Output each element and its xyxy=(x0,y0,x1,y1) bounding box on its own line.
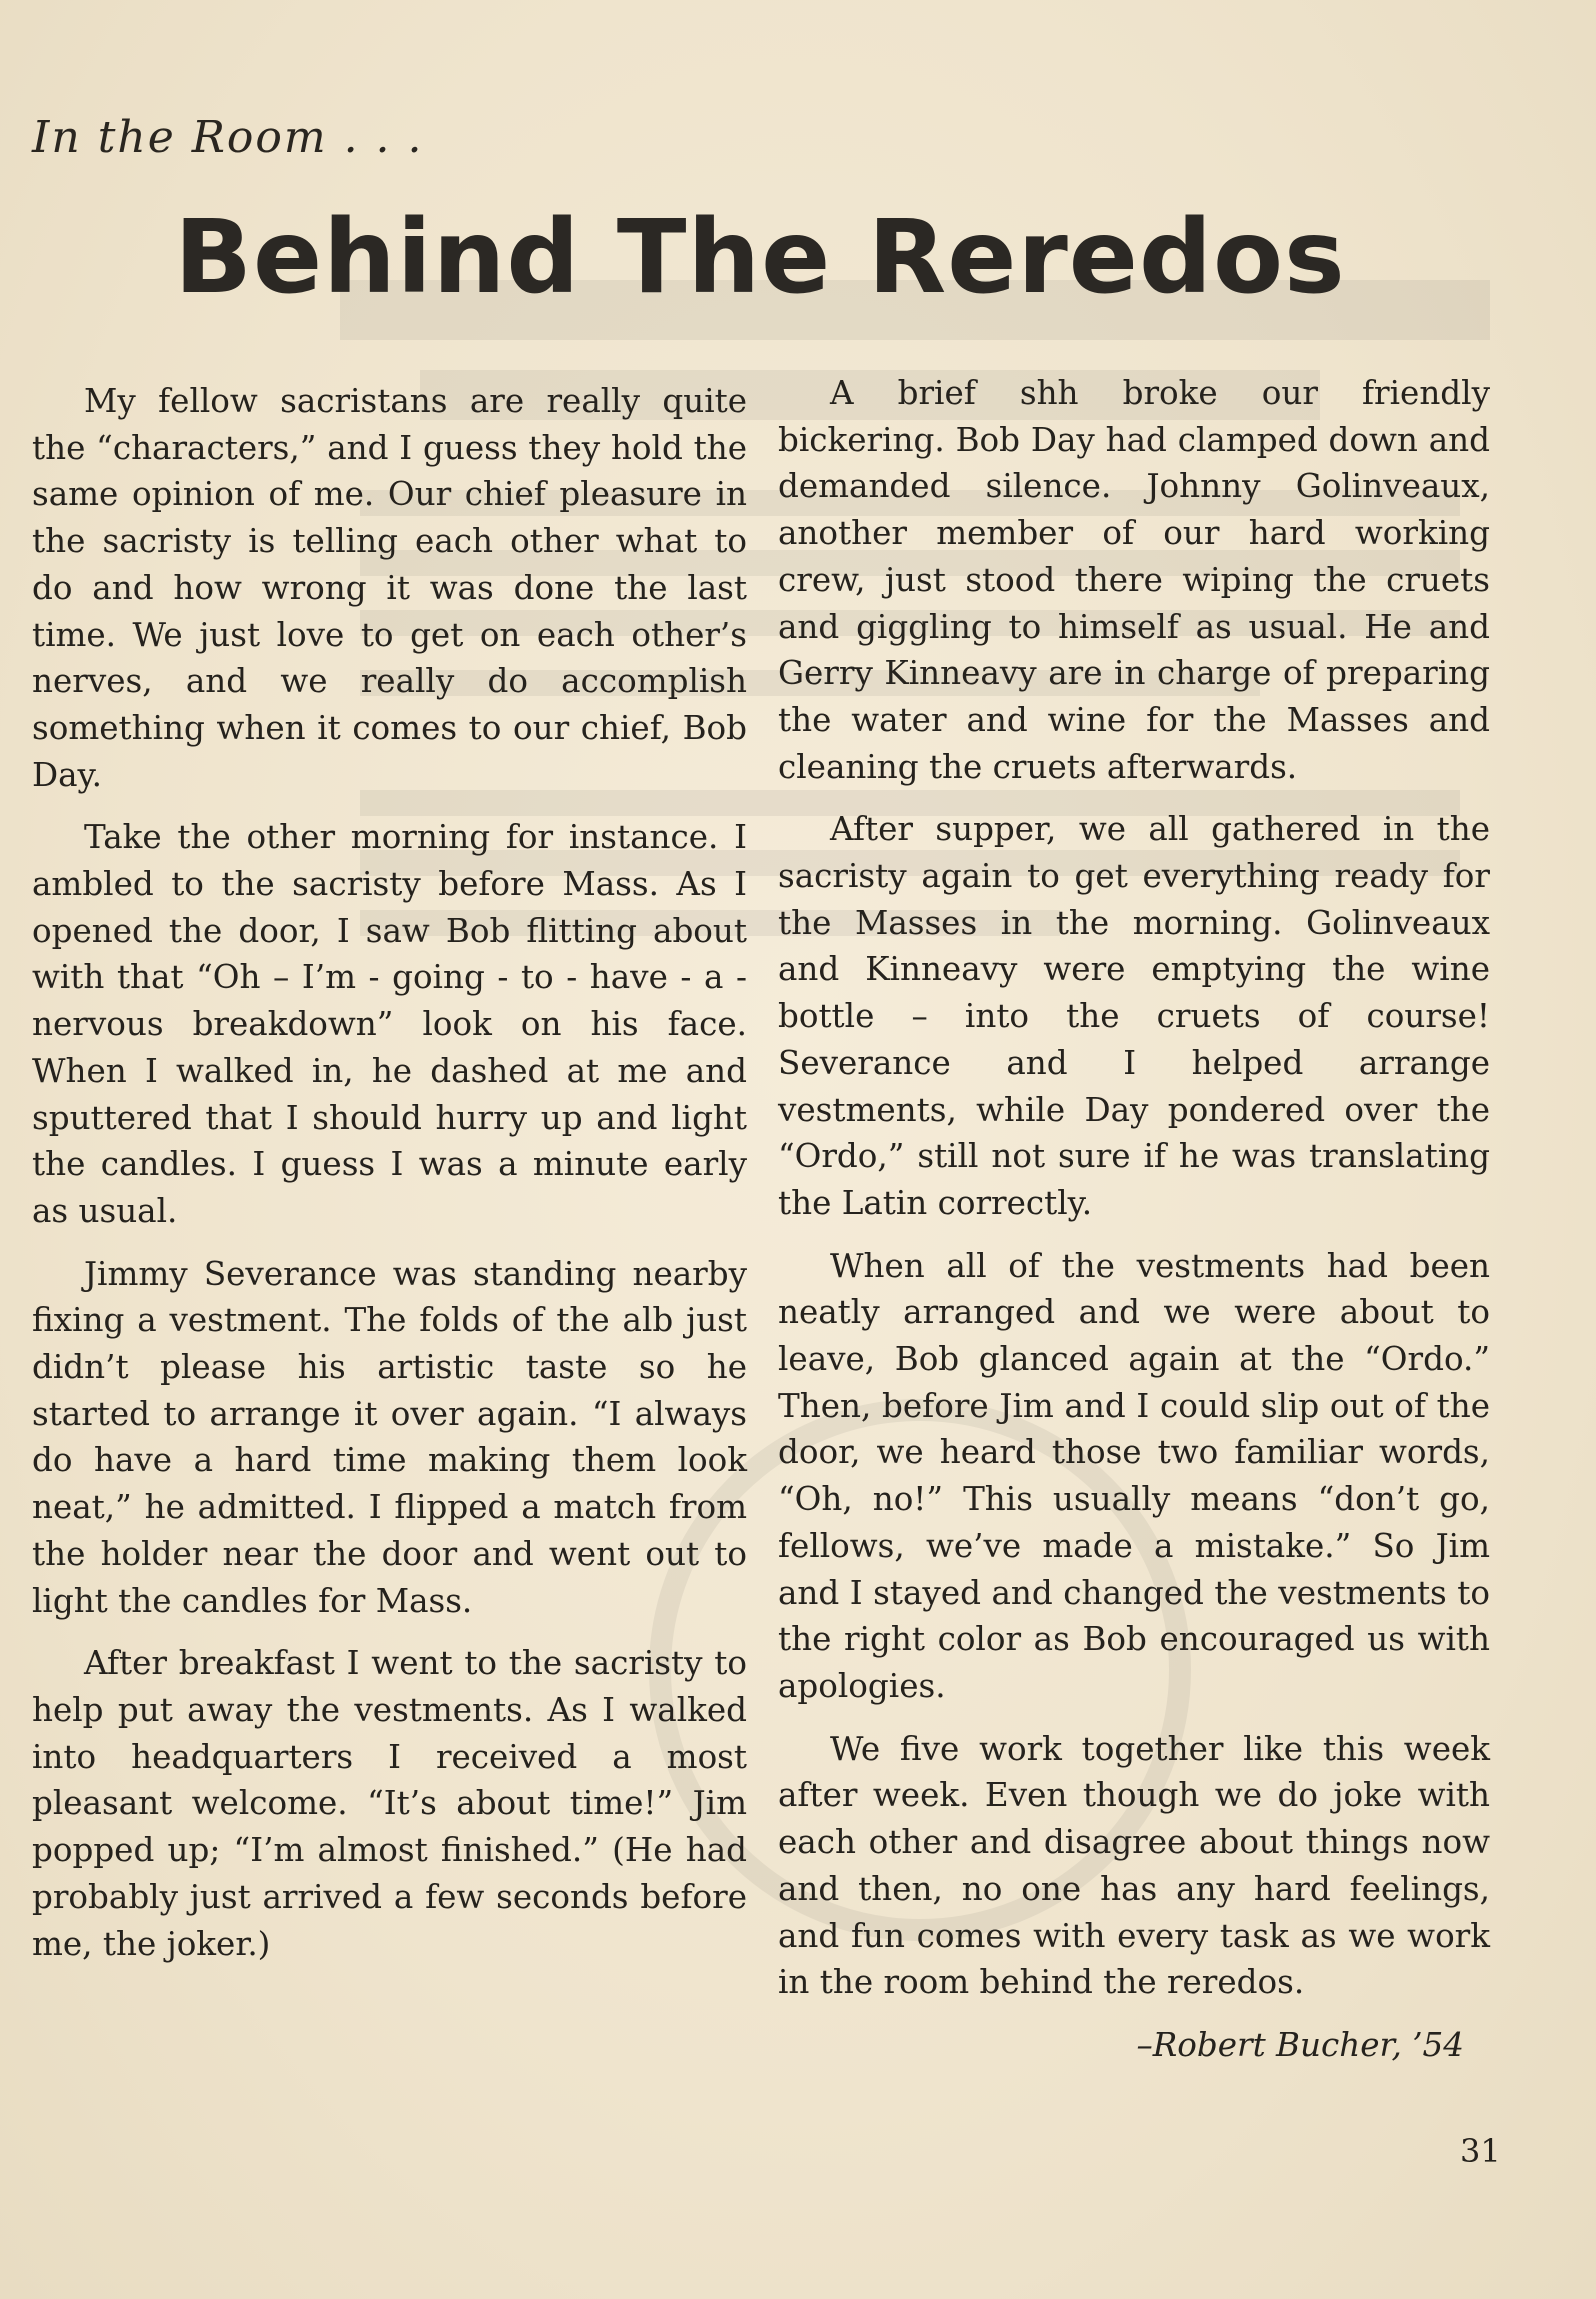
paragraph: Jimmy Severance was standing nearby fixing a vestment. The folds of the alb just didn’t please his artistic taste so he started to arrange it over again. “I always do have a hard time making them look neat,” he admitted. I flipped a match from the holder near the door and went out to light the candles for Mass. xyxy=(32,1254,747,1620)
author-signature: –Robert Bucher, ’54 xyxy=(1136,2025,1464,2064)
left-column xyxy=(32,378,747,1983)
paragraph: When all of the vestments had been neatly arranged and we were about to leave, Bob glanced again at the “Ordo.” Then, before Jim and I could slip out of the door, we heard those two familiar words, “Oh, no!” This usually means “don’t go, fellows, we’ve made a mistake.” So Jim and I stayed and changed the vestments to the right color as Bob encouraged us with apologies. xyxy=(778,1246,1490,1705)
right-column xyxy=(778,370,1490,2069)
paragraph: We five work together like this week after week. Even though we do joke with each other and disagree about things now and then, no one has any hard feelings, and fun comes with every task as we work in the room behind the reredos. xyxy=(778,1729,1490,2002)
paragraph: After supper, we all gathered in the sacristy again to get everything ready for the Masses in the morning. Golinveaux and Kinneavy were emptying the wine bottle – into the cruets of course! Severance and I helped arrange vestments, while Day pondered over the “Ordo,” still not sure if he was translating the Latin correctly. xyxy=(778,810,1490,1222)
paragraph: After breakfast I went to the sacristy to help put away the vestments. As I walked into headquarters I received a most pleasant welcome. “It’s about time!” Jim popped up; “I’m almost finished.” (He had probably just arrived a few seconds before me, the joker.) xyxy=(32,1644,747,1963)
paragraph: My fellow sacristans are really quite the “characters,” and I guess they hold the same opinion of me. Our chief pleasure in the sacristy is telling each other what to do and how wrong it was done the last time. We just love to get on each other’s nerves, and we really do accomplish something when it comes to our chief, Bob Day. xyxy=(32,382,747,794)
page-number: 31 xyxy=(1460,2132,1501,2170)
paragraph: A brief shh broke our friendly bickering. Bob Day had clamped down and demanded silence. Johnny Golinveaux, another member of our hard working crew, just stood there wiping the cruets and giggling to himself as usual. He and Gerry Kinneavy are in charge of preparing the water and wine for the Masses and cleaning the cruets afterwards. xyxy=(778,374,1490,786)
article-title: Behind The Reredos xyxy=(174,198,1346,317)
paragraph: Take the other morning for instance. I ambled to the sacristy before Mass. As I opened the door, I saw Bob flitting about with that “Oh – I’m - going - to - have - a - nervous breakdown” look on his face. When I walked in, he dashed at me and sputtered that I should hurry up and light the candles. I guess I was a minute early as usual. xyxy=(32,818,747,1230)
section-kicker: In the Room . . . xyxy=(32,112,424,163)
